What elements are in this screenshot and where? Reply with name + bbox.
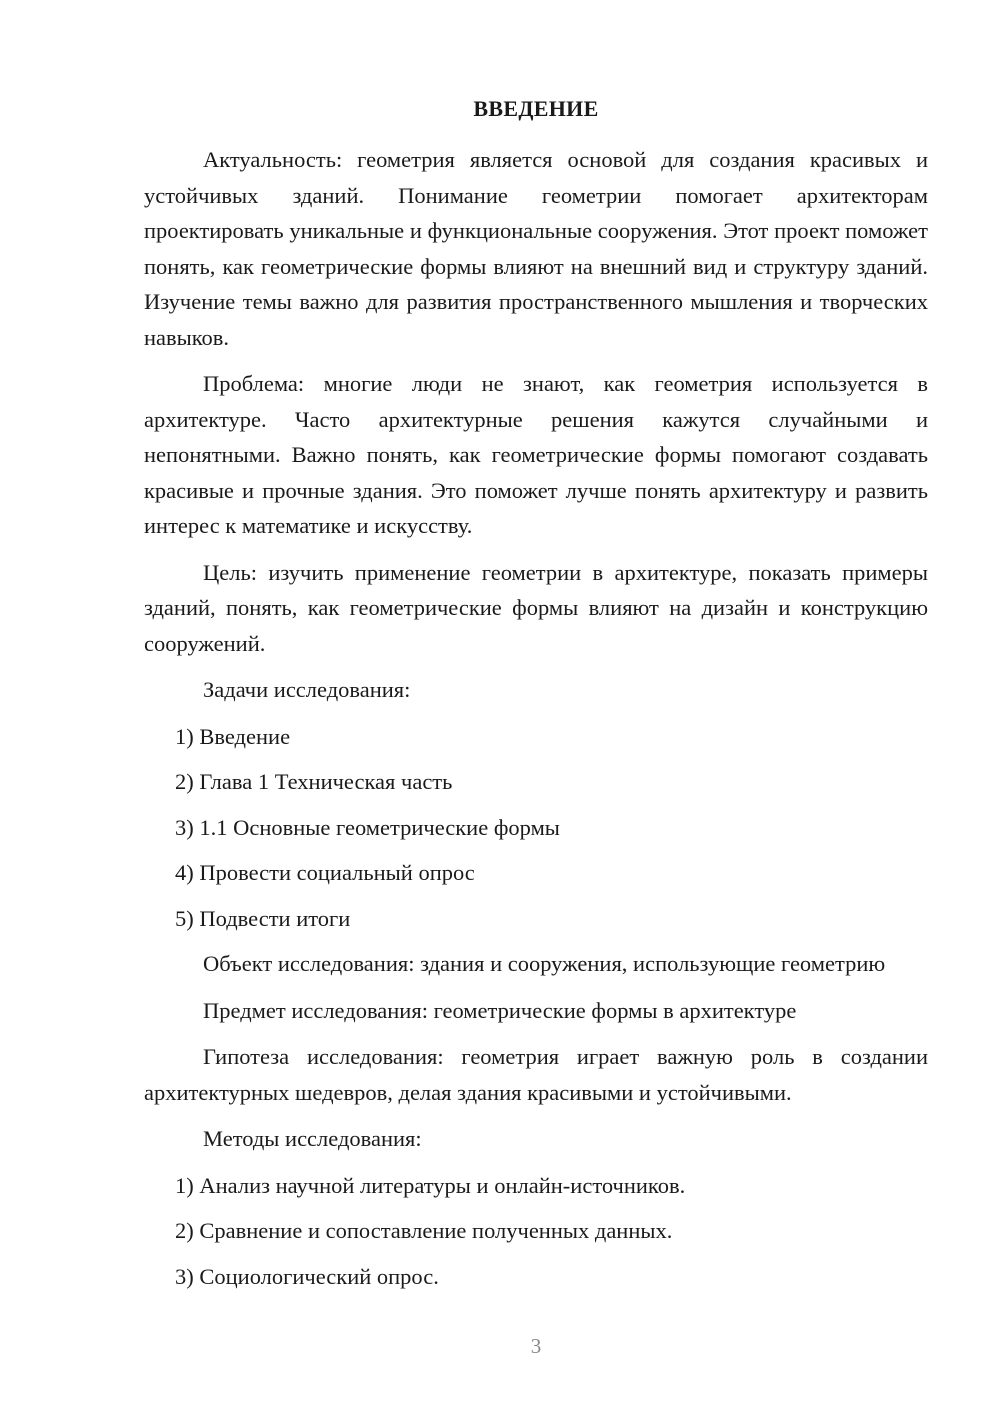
goal-paragraph: Цель: изучить применение геометрии в архитектуре, показать примеры зданий, понять, как геометрические формы влияют на дизайн и конструкцию сооружений. [144,559,928,656]
list-item: 2) Сравнение и сопоставление полученных данных. [175,1218,673,1243]
section-heading: ВВЕДЕНИЕ [473,96,599,121]
page-number: 3 [530,1334,542,1358]
list-item: 4) Провести социальный опрос [175,860,475,885]
list-item: 3) Социологический опрос. [175,1263,439,1289]
methods-heading: Методы исследования: [203,1126,422,1151]
list-item: 1) Анализ научной литературы и онлайн-источников. [175,1172,686,1198]
document-body [144,142,928,1304]
relevance-paragraph: Актуальность: геометрия является основой для создания красивых и устойчивых зданий. Понимание геометрии помогает архитекторам проектировать уникальные и функциональные сооружения. Этот проект поможет понять, как геометрические формы влияют на внешний вид и структуру зданий. Изучение темы важно для развития пространственного мышления и творческих навыков. [144,147,928,350]
hypothesis-paragraph: Гипотеза исследования: геометрия играет важную роль в создании архитектурных шедевров, делая здания красивыми и устойчивыми. [144,1044,928,1105]
tasks-heading: Задачи исследования: [203,677,411,702]
object-paragraph: Объект исследования: здания и сооружения, использующие геометрию [203,951,886,976]
problem-paragraph: Проблема: многие люди не знают, как геометрия используется в архитектуре. Часто архитектурные решения кажутся случайными и непонятными. Важно понять, как геометрические формы помогают создавать красивые и прочные здания. Это поможет лучше понять архитектуру и развить интерес к математике и искусству. [144,371,928,538]
list-item: 3) 1.1 Основные геометрические формы [175,814,560,840]
tasks-list [144,719,928,937]
list-item: 5) Подвести итоги [175,905,351,931]
list-item: 2) Глава 1 Техническая часть [175,769,453,794]
subject-paragraph: Предмет исследования: геометрические формы в архитектуре [203,997,797,1023]
list-item: 1) Введение [175,723,291,749]
methods-list [144,1168,928,1295]
